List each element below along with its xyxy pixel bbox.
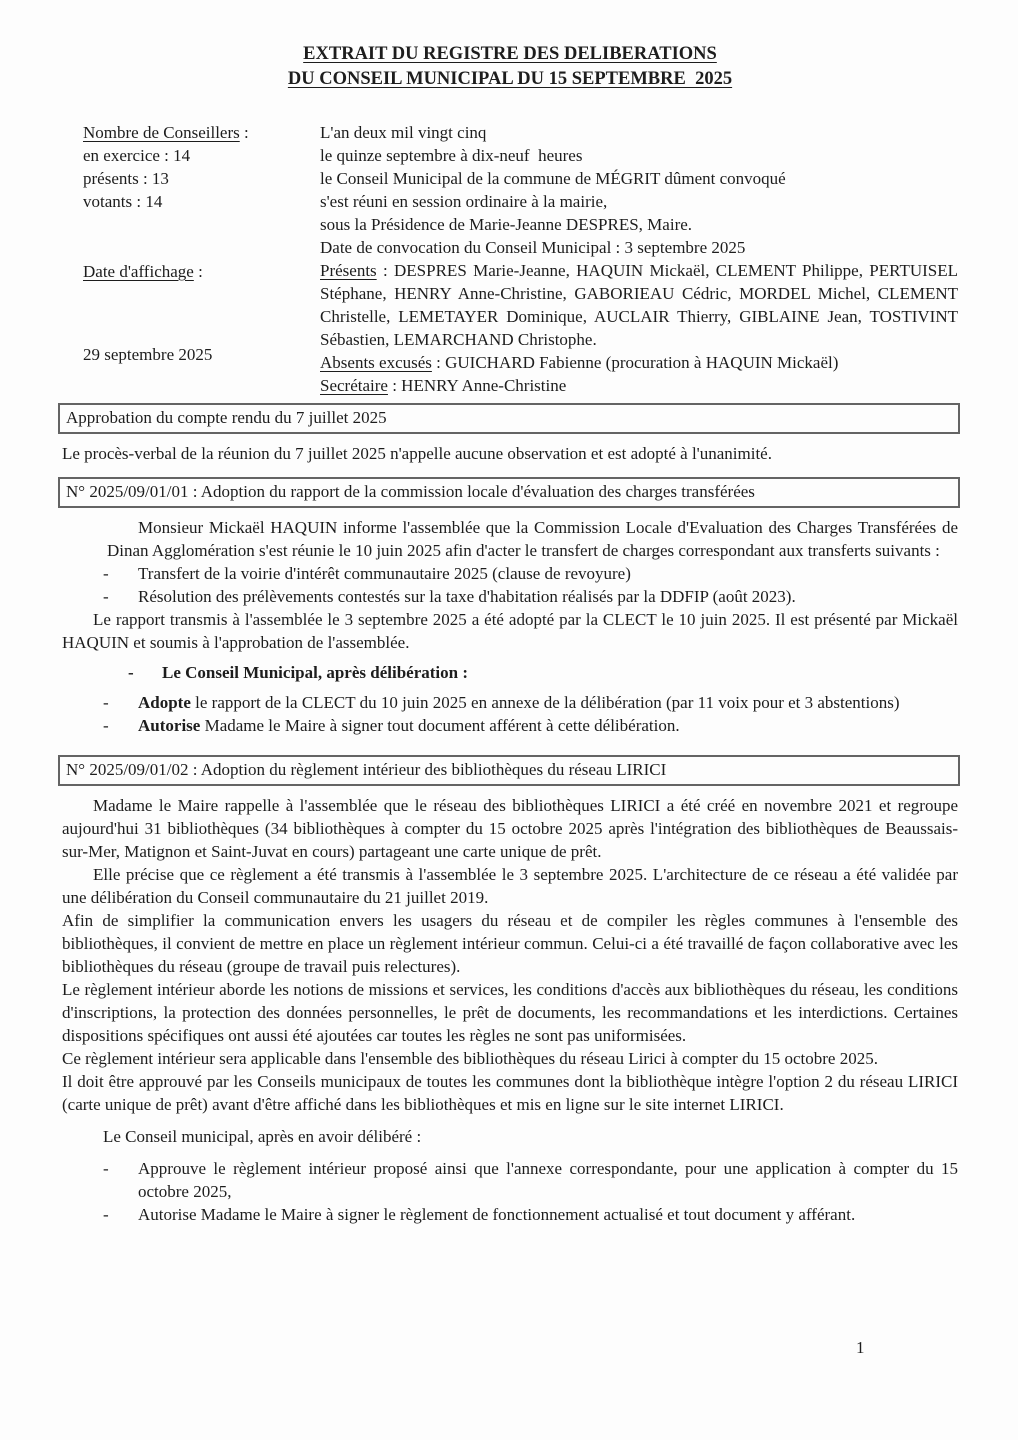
presents-count-value: présents : 13 [83, 169, 169, 188]
en-exercice-value: en exercice : 14 [83, 146, 191, 165]
spacer [83, 213, 320, 260]
session-line: le quinze septembre à dix-neuf heures [320, 146, 583, 165]
date-affichage-label: Date d'affichage : [83, 262, 203, 281]
section-heading-deliberation-2: N° 2025/09/01/02 : Adoption du règlement intérieur des bibliothèques du réseau LIRICI [58, 755, 960, 786]
d2-paragraph: Il doit être approuvé par les Conseils municipaux de toutes les communes dont la bibliothèque intègre l'option 2 du réseau LIRICI (carte unique de prêt) avant d'être affiché dans les bibliothèques et mis en ligne sur le site internet LIRICI. [62, 1072, 958, 1114]
d2-decision-list [62, 1157, 958, 1226]
affichage-date-value: 29 septembre 2025 [83, 345, 213, 364]
title-line-2: DU CONSEIL MUNICIPAL DU 15 SEPTEMBRE 2025 [287, 69, 733, 89]
title-line-1: EXTRAIT DU REGISTRE DES DELIBERATIONS [303, 44, 717, 64]
session-line: Date de convocation du Conseil Municipal : 3 septembre 2025 [320, 238, 746, 257]
list-item: - Transfert de la voirie d'intérêt communautaire 2025 (clause de revoyure) [103, 564, 631, 583]
dash-marker: - [103, 693, 109, 712]
conseillers-count-label: Nombre de Conseillers : [83, 123, 249, 142]
session-line: L'an deux mil vingt cinq [320, 123, 487, 142]
d1-decision-list [62, 691, 958, 737]
d1-paragraph-2: Le rapport transmis à l'assemblée le 3 septembre 2025 a été adopté par la CLECT le 10 juin 2025. Il est présenté par Mickaël HAQUIN et soumis à l'approbation de l'assemblée. [62, 610, 958, 652]
list-item: - Autorise Madame le Maire à signer tout document afférent à cette délibération. [103, 716, 680, 735]
votants-value: votants : 14 [83, 192, 163, 211]
dash-marker: - [103, 1205, 109, 1224]
session-line: le Conseil Municipal de la commune de MÉGRIT dûment convoqué [320, 169, 786, 188]
approbation-body: Le procès-verbal de la réunion du 7 juillet 2025 n'appelle aucune observation et est adopté à l'unanimité. [62, 444, 772, 463]
d2-paragraph: Afin de simplifier la communication envers les usagers du réseau et de compiler les règles communes à l'ensemble des bibliothèques, il convient de mettre en place un règlement intérieur commun. Celui-ci a été travaillé de façon collaborative avec les bibliothèques du réseau (groupe de travail puis relectures). [62, 911, 958, 976]
document-title [62, 42, 958, 92]
secretary-paragraph: Secrétaire : HENRY Anne-Christine [320, 376, 567, 395]
d2-paragraph: Madame le Maire rappelle à l'assemblée que le réseau des bibliothèques LIRICI a été créé en novembre 2021 et regroupe aujourd'hui 31 bibliothèques (34 bibliothèques à compter du 15 octobre 2025 après l'intégration des bibliothèques de Beaussais-sur-Mer, Matignon et Saint-Juvat en cours) partageant une carte unique de prêt. [62, 796, 958, 861]
section-heading-deliberation-1: N° 2025/09/01/01 : Adoption du rapport de la commission locale d'évaluation des charges transférées [58, 477, 960, 508]
list-item: - Adopte le rapport de la CLECT du 10 juin 2025 en annexe de la délibération (par 11 voix pour et 3 abstentions) [103, 693, 900, 712]
list-item: - Autorise Madame le Maire à signer le règlement de fonctionnement actualisé et tout document y afférant. [103, 1205, 856, 1224]
dash-marker: - [103, 716, 109, 735]
d1-bullet-list [62, 562, 958, 608]
dash-marker: - [103, 1159, 109, 1178]
presents-list-paragraph: Présents : DESPRES Marie-Jeanne, HAQUIN Mickaël, CLEMENT Philippe, PERTUISEL Stéphane, HENRY Anne-Christine, GABORIEAU Cédric, MORDEL Michel, CLEMENT Christelle, LEMETAYER Dominique, AUCLAIR Thierry, GIBLAINE Jean, TOSTIVINT Sébastien, LEMARCHAND Christophe. [320, 261, 958, 349]
section-heading-approbation: Approbation du compte rendu du 7 juillet 2025 [58, 403, 960, 434]
d2-paragraph: Le règlement intérieur aborde les notions de missions et services, les conditions d'accès aux bibliothèques du réseau, les conditions d'inscriptions, la protection des données personnelles, le prêt de documents, les recommandations et les interdictions. Certaines dispositions spécifiques ont aussi été ajoutées car toutes les règles ne sont pas uniformisées. [62, 980, 958, 1045]
info-left-column [62, 121, 320, 397]
d2-paragraph: Ce règlement intérieur sera applicable dans l'ensemble des bibliothèques du réseau Lirici à compter du 15 octobre 2025. [62, 1049, 878, 1068]
d1-paragraph-1: Monsieur Mickaël HAQUIN informe l'assemblée que la Commission Locale d'Evaluation des Charges Transférées de Dinan Agglomération s'est réunie le 10 juin 2025 afin d'acter le transfert de charges correspondant aux transferts suivants : [107, 518, 958, 560]
session-line: s'est réuni en session ordinaire à la mairie, [320, 192, 608, 211]
council-info [62, 121, 958, 397]
page-number: 1 [856, 1338, 865, 1357]
dash-marker: - [103, 587, 109, 606]
d2-resolution-intro: Le Conseil municipal, après en avoir délibéré : [103, 1127, 422, 1146]
session-line: sous la Présidence de Marie-Jeanne DESPRES, Maire. [320, 215, 693, 234]
absents-paragraph: Absents excusés : GUICHARD Fabienne (procuration à HAQUIN Mickaël) [320, 353, 839, 372]
spacer [83, 283, 320, 343]
list-item: - Résolution des prélèvements contestés sur la taxe d'habitation réalisés par la DDFIP (août 2023). [103, 587, 796, 606]
d2-paragraph: Elle précise que ce règlement a été transmis à l'assemblée le 3 septembre 2025. L'architecture de ce réseau a été validée par une délibération du Conseil communautaire du 21 juillet 2019. [62, 865, 958, 907]
dash-marker: - [103, 564, 109, 583]
list-item: - Approuve le règlement intérieur proposé ainsi que l'annexe correspondante, pour une application à compter du 15 octobre 2025, [103, 1159, 958, 1201]
info-right-column [320, 121, 958, 397]
d1-resolution-intro: - Le Conseil Municipal, après délibération : [128, 663, 468, 682]
dash-marker: - [128, 663, 134, 682]
